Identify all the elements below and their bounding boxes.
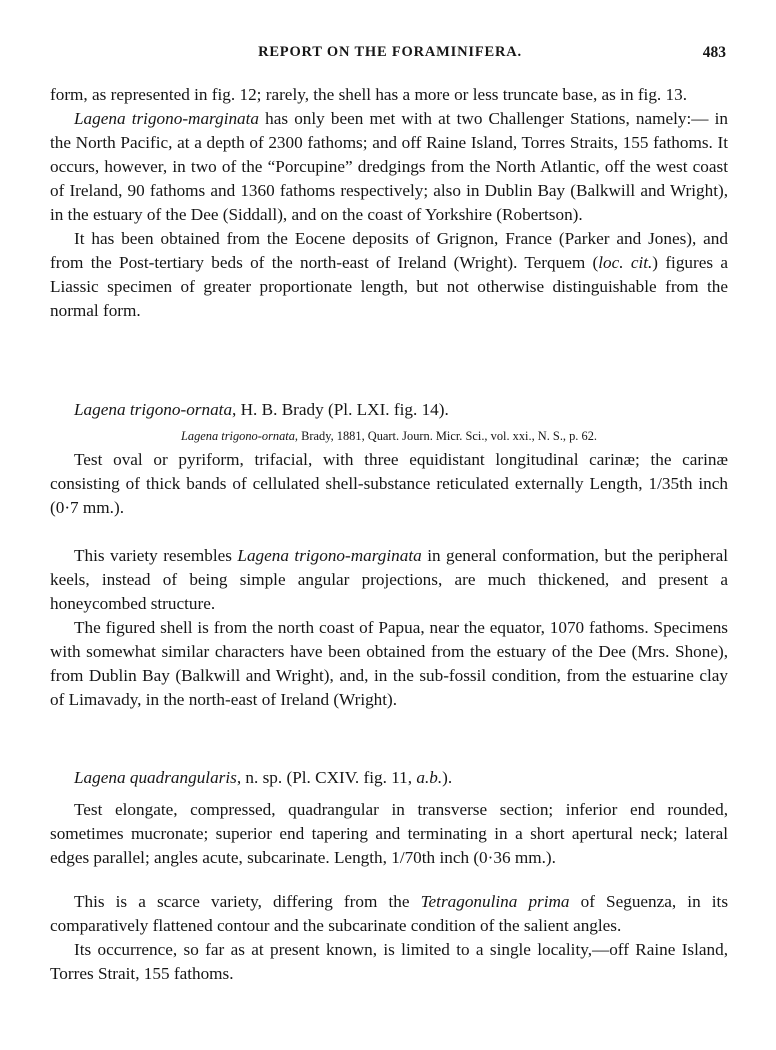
species-name: Lagena trigono-ornata bbox=[74, 400, 233, 419]
locality-paragraph: The figured shell is from the north coast of Papua, near the equator, 1070 fathoms. Specimens with somewhat similar characters have been obtained from the estuary of the Dee (Mrs. Shone), from Dublin Bay (Balkwill and Wright), and, in the sub-fossil condition, from the estuarine clay of Limavady, in the north-east of Ireland (Wright). bbox=[50, 618, 728, 709]
synonymy-citation bbox=[50, 428, 728, 444]
paragraph-text: th inch (0·36 mm.). bbox=[421, 848, 556, 867]
occurrence-paragraph: Its occurrence, so far as at present known, is limited to a single locality,—off Raine Island, Torres Strait, 155 fathoms. bbox=[50, 940, 728, 983]
citation-text: , Brady, 1881, Quart. Journ. Micr. Sci., vol. xxi., N. S., p. 62. bbox=[294, 429, 597, 443]
paragraph-text: in general conformation, but the peripheral keels, instead of being simple angular projections, are much thickened, and present a honeycombed structure. bbox=[50, 546, 728, 613]
paragraph-text: ) figures a Liassic specimen of greater proportionate length, but not otherwise distinguishable from the normal form. bbox=[50, 253, 728, 320]
paragraph-text: Test elongate, compressed, quadrangular in transverse section; inferior end rounded, sometimes mucronate; superior end tapering and terminating in a short apertural neck; lateral edges parallel; angles acute, subcarinate. Length, bbox=[50, 800, 728, 867]
species-authority: ). bbox=[442, 768, 453, 787]
paragraph-text: th inch (0·7 mm.). bbox=[50, 474, 728, 517]
intro-section bbox=[50, 83, 728, 323]
species-authority: , n. sp. (Pl. CXIV. fig. 11, bbox=[236, 768, 417, 787]
figure-letters: a.b. bbox=[416, 768, 443, 787]
quadrangularis-section bbox=[50, 766, 728, 986]
page-header bbox=[50, 44, 730, 66]
species-name: Lagena trigono-marginata bbox=[74, 109, 260, 128]
species-heading bbox=[50, 766, 728, 790]
length-fraction: 1/35 bbox=[648, 474, 680, 493]
running-head: REPORT ON THE FORAMINIFERA. bbox=[258, 44, 522, 60]
remarks-paragraph bbox=[50, 544, 728, 616]
intro-paragraph-1: form, as represented in fig. 12; rarely, the shell has a more or less truncate base, as in fig. 13. bbox=[50, 85, 688, 104]
species-heading bbox=[50, 398, 728, 422]
species-name: Lagena trigono-marginata bbox=[237, 546, 422, 565]
description-paragraph bbox=[50, 798, 728, 870]
paragraph-text: It has been obtained from the Eocene deposits of Grignon, France (Parker and Jones), and from the Post-tertiary beds of the north-east of Ireland (Wright). Terquem ( bbox=[50, 229, 728, 272]
species-name: Tetragonulina prima bbox=[420, 892, 570, 911]
species-authority: , H. B. Brady (Pl. LXI. fig. 14). bbox=[232, 400, 449, 419]
paragraph-text: of Seguenza, in its comparatively flattened contour and the subcarinate condition of the salient angles. bbox=[50, 892, 729, 935]
description-paragraph bbox=[50, 448, 728, 520]
paragraph-text: This is a scarce variety, differing from the bbox=[74, 892, 421, 911]
species-name: Lagena quadrangularis bbox=[74, 768, 237, 787]
paragraph-text: has only been met with at two Challenger Stations, namely:— in the North Pacific, at a depth of 2300 fathoms; and off Raine Island, Torres Straits, 155 fathoms. It occurs, however, in two of the “Porcupine” dredgings from the North Atlantic, off the west coast of Ireland, 90 fathoms and 1360 fathoms respectively; also in Dublin Bay (Balkwill and Wright), in the estuary of the Dee (Siddall), and on the coast of Yorkshire (Robertson). bbox=[50, 109, 728, 224]
citation-abbrev: loc. cit. bbox=[598, 253, 653, 272]
paragraph-text: Test oval or pyriform, trifacial, with three equidistant longitudinal carinæ; the carinæ consisting of thick bands of cellulated shell-substance reticulated externally Length, bbox=[50, 450, 728, 493]
ornata-section bbox=[50, 398, 728, 712]
intro-paragraph-3 bbox=[50, 227, 728, 323]
page-number: 483 bbox=[702, 44, 726, 61]
intro-paragraph-2 bbox=[50, 107, 728, 227]
remarks-paragraph bbox=[50, 890, 728, 938]
length-fraction: 1/70 bbox=[391, 848, 422, 867]
citation-species: Lagena trigono-ornata bbox=[180, 429, 295, 443]
paragraph-text: This variety resembles bbox=[74, 546, 238, 565]
